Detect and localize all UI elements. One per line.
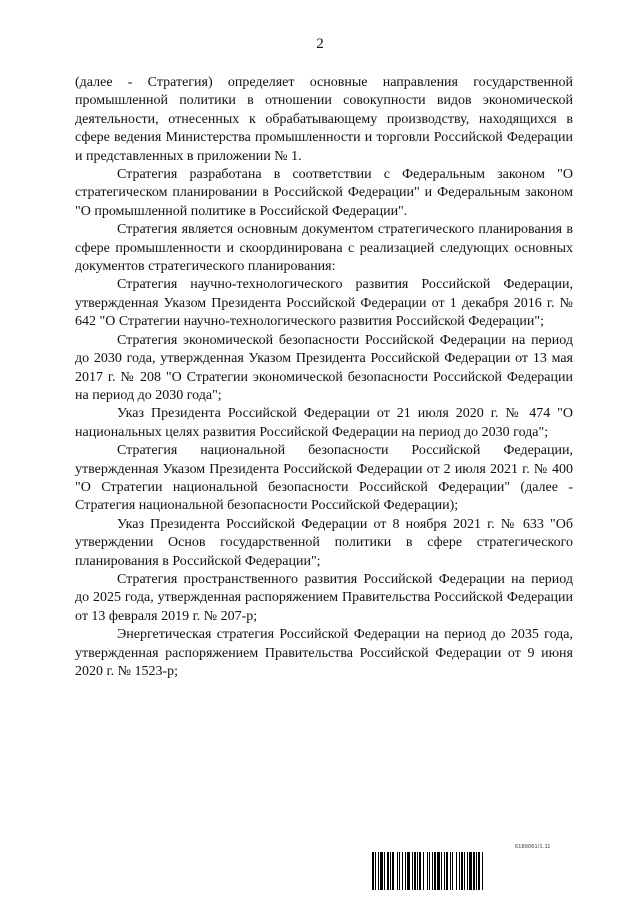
list-item: Стратегия пространственного развития Российской Федерации на период до 2025 года, утвержденная распоряжением Правительства Российской Федерации от 13 февраля 2019 г. № 207-р;	[75, 571, 573, 624]
list-item: Стратегия научно-технологического развития Российской Федерации, утвержденная Указом Президента Российской Федерации от 1 декабря 2016 г. № 642 "О Стратегии научно-технологического развития Российской Федерации";	[75, 277, 573, 330]
document-body	[75, 74, 573, 681]
document-code: 6189061/1.11	[515, 844, 551, 850]
list-item: Энергетическая стратегия Российской Федерации на период до 2035 года, утвержденная распоряжением Правительства Российской Федерации от 9 июня 2020 г. № 1523-р;	[75, 627, 573, 679]
page-number: 2	[316, 36, 324, 52]
paragraph-legal-basis: Стратегия разработана в соответствии с Федеральным законом "О стратегическом планировании в Российской Федерации" и Федеральным законом "О промышленной политике в Российской Федерации".	[75, 167, 573, 219]
list-item: Указ Президента Российской Федерации от 21 июля 2020 г. № 474 "О национальных целях развития Российской Федерации на период до 2030 года";	[75, 406, 573, 440]
barcode	[372, 852, 568, 890]
paragraph-continuation: (далее - Стратегия) определяет основные направления государственной промышленной политики в отношении совокупности видов экономической деятельности, отнесенных к обрабатывающему производству, находящихся в сфере ведения Министерства промышленности и торговли Российской Федерации и представленных в приложении № 1.	[75, 75, 573, 164]
list-item: Указ Президента Российской Федерации от 8 ноября 2021 г. № 633 "Об утверждении Основ государственной политики в сфере стратегического планирования в Российской Федерации";	[75, 516, 573, 569]
list-item: Стратегия экономической безопасности Российской Федерации на период до 2030 года, утвержденная Указом Президента Российской Федерации от 13 мая 2017 г. № 208 "О Стратегии экономической безопасности Российской Федерации на период до 2030 года";	[75, 332, 573, 403]
list-item: Стратегия национальной безопасности Российской Федерации, утвержденная Указом Президента Российской Федерации от 2 июля 2021 г. № 400 "О Стратегии национальной безопасности Российской Федерации" (далее - Стратегия национальной безопасности Российской Федерации);	[75, 443, 573, 514]
paragraph-coordination: Стратегия является основным документом стратегического планирования в сфере промышленности и скоординирована с реализацией следующих основных документов стратегического планирования:	[75, 222, 573, 275]
